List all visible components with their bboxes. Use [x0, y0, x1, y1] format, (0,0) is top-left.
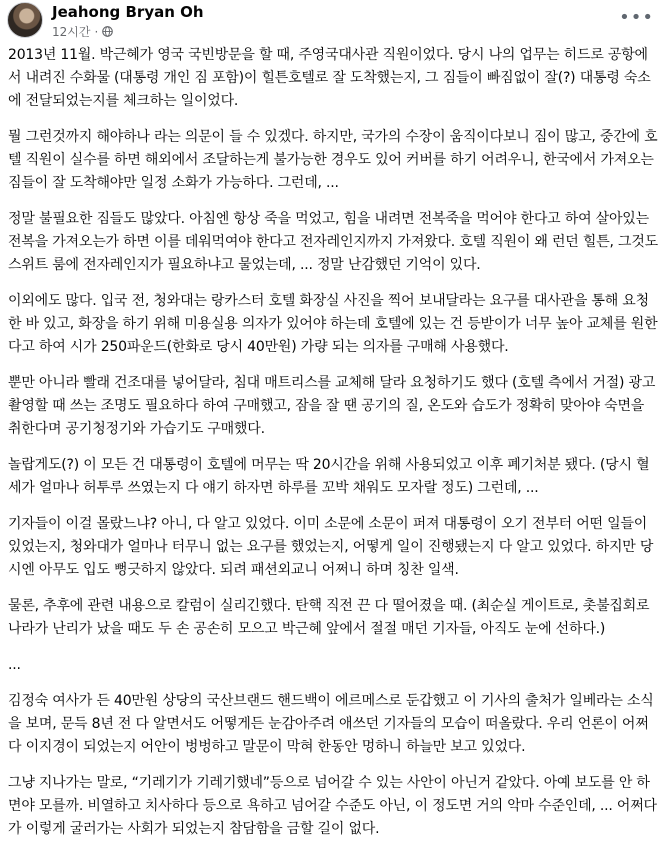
post-body [8, 44, 660, 854]
globe-icon[interactable] [102, 26, 113, 37]
post-paragraph: 물론, 추후에 관련 내용으로 칼럼이 실리긴했다. 탄핵 직전 끈 다 떨어졌을 때. (최순실 게이트로, 촛불집회로 나라가 난리가 났을 때도 두 손 공손히 모으고 박근혜 앞에서 절절 매던 기자들, 아직도 눈에 선하다.) [8, 598, 650, 637]
more-options-icon[interactable]: ••• [619, 7, 654, 28]
post-paragraph: 2013년 11월. 박근혜가 영국 국빈방문을 할 때, 주영국대사관 직원이었다. 당시 나의 업무는 히드로 공항에서 내려진 수화물 (대통령 개인 짐 포함)이 힐튼호텔로 잘 도착했는지, 그 짐들이 빠짐없이 잘(?) 대통령 숙소에 전달되었는지를 체크하는 일이었다. [8, 47, 651, 109]
author-avatar[interactable] [7, 2, 43, 38]
separator-dot: · [94, 24, 99, 39]
post-paragraph: 놀랍게도(?) 이 모든 건 대통령이 호텔에 머무는 딱 20시간을 위해 사용되었고 이후 폐기처분 됐다. (당시 혈세가 얼마나 허투루 쓰였는지 다 얘기 하자면 하루를 꼬박 채워도 모자랄 정도) 그런데, ... [8, 457, 650, 496]
post-paragraph: 김정숙 여사가 든 40만원 상당의 국산브랜드 핸드백이 에르메스로 둔갑했고 이 기사의 출처가 일베라는 소식을 보며, 문득 8년 전 다 알면서도 어떻게든 눈감아주려 애쓰던 기자들의 모습이 떠올랐다. 우리 언론이 어쩌다 이지경이 되었는지 어안이 벙벙하고 말문이 막혀 한동안 멍하니 하늘만 보고 있었다. [8, 693, 654, 755]
post-paragraph: 그냥 지나가는 말로, “기레기가 기레기했네”등으로 넘어갈 수 있는 사안이 아닌거 같았다. 아예 보도를 안 하면야 모를까. 비열하고 치사하다 등으로 욕하고 넘어갈 수준도 아닌, 이 정도면 거의 악마 수준인데, ... 어쩌다가 이렇게 굴러가는 사회가 되었는지 참담함을 금할 길이 없다. [8, 775, 657, 837]
post-paragraph: ... [8, 657, 21, 673]
post-header [0, 0, 666, 40]
post-paragraph: 뭘 그런것까지 해야하나 라는 의문이 들 수 있겠다. 하지만, 국가의 수장이 움직이다보니 짐이 많고, 중간에 호텔 직원이 실수를 하면 해외에서 조달하는게 불가능한 경우도 있어 커버를 하기 어려우니, 한국에서 가져오는 짐들이 잘 도착해야만 일정 소화가 가능하다. 그런데, ... [8, 129, 658, 191]
post-paragraph: 정말 불필요한 짐들도 많았다. 아침엔 항상 죽을 먹었고, 힘을 내려면 전복죽을 먹어야 한다고 하여 살아있는 전복을 가져오는가 하면 이를 데워먹여야 한다고 전자레인지까지 가져왔다. 호텔 직원이 왜 런던 힐튼, 그것도 스위트 룸에 전자레인지가 필요하냐고 물었는데, ... 정말 난감했던 기억이 있다. [8, 211, 659, 273]
post-paragraph: 기자들이 이걸 몰랐느냐? 아니, 다 알고 있었다. 이미 소문에 소문이 퍼져 대통령이 오기 전부터 어떤 일들이 있었는지, 청와대가 얼마나 터무니 없는 요구를 했었는지, 어떻게 일이 진행됐는지 다 알고 있었다. 하지만 당시엔 아무도 입도 뻥긋하지 않았다. 되려 패션외교니 어쩌니 하며 칭찬 일색. [8, 516, 654, 578]
post-timestamp[interactable]: 12시간 [52, 25, 91, 39]
post-meta [52, 23, 113, 40]
author-name[interactable]: Jeahong Bryan Oh [52, 3, 204, 21]
post-paragraph: 이외에도 많다. 입국 전, 청와대는 랑카스터 호텔 화장실 사진을 찍어 보내달라는 요구를 대사관을 통해 요청한 바 있고, 화장을 하기 위해 미용실용 의자가 있어야 하는데 호텔에 있는 건 등받이가 너무 높아 교체를 원한다고 하여 시가 250파운드(한화로 당시 40만원) 가량 되는 의자를 구매해 사용했다. [8, 293, 658, 355]
post-paragraph: 뿐만 아니라 빨래 건조대를 넣어달라, 침대 매트리스를 교체해 달라 요청하기도 했다 (호텔 측에서 거절) 광고 촬영할 때 쓰는 조명도 필요하다 하여 구매했고, 잠을 잘 땐 공기의 질, 온도와 습도가 정확히 맞아야 숙면을 취한다며 공기청정기와 가습기도 구매했다. [8, 375, 656, 437]
